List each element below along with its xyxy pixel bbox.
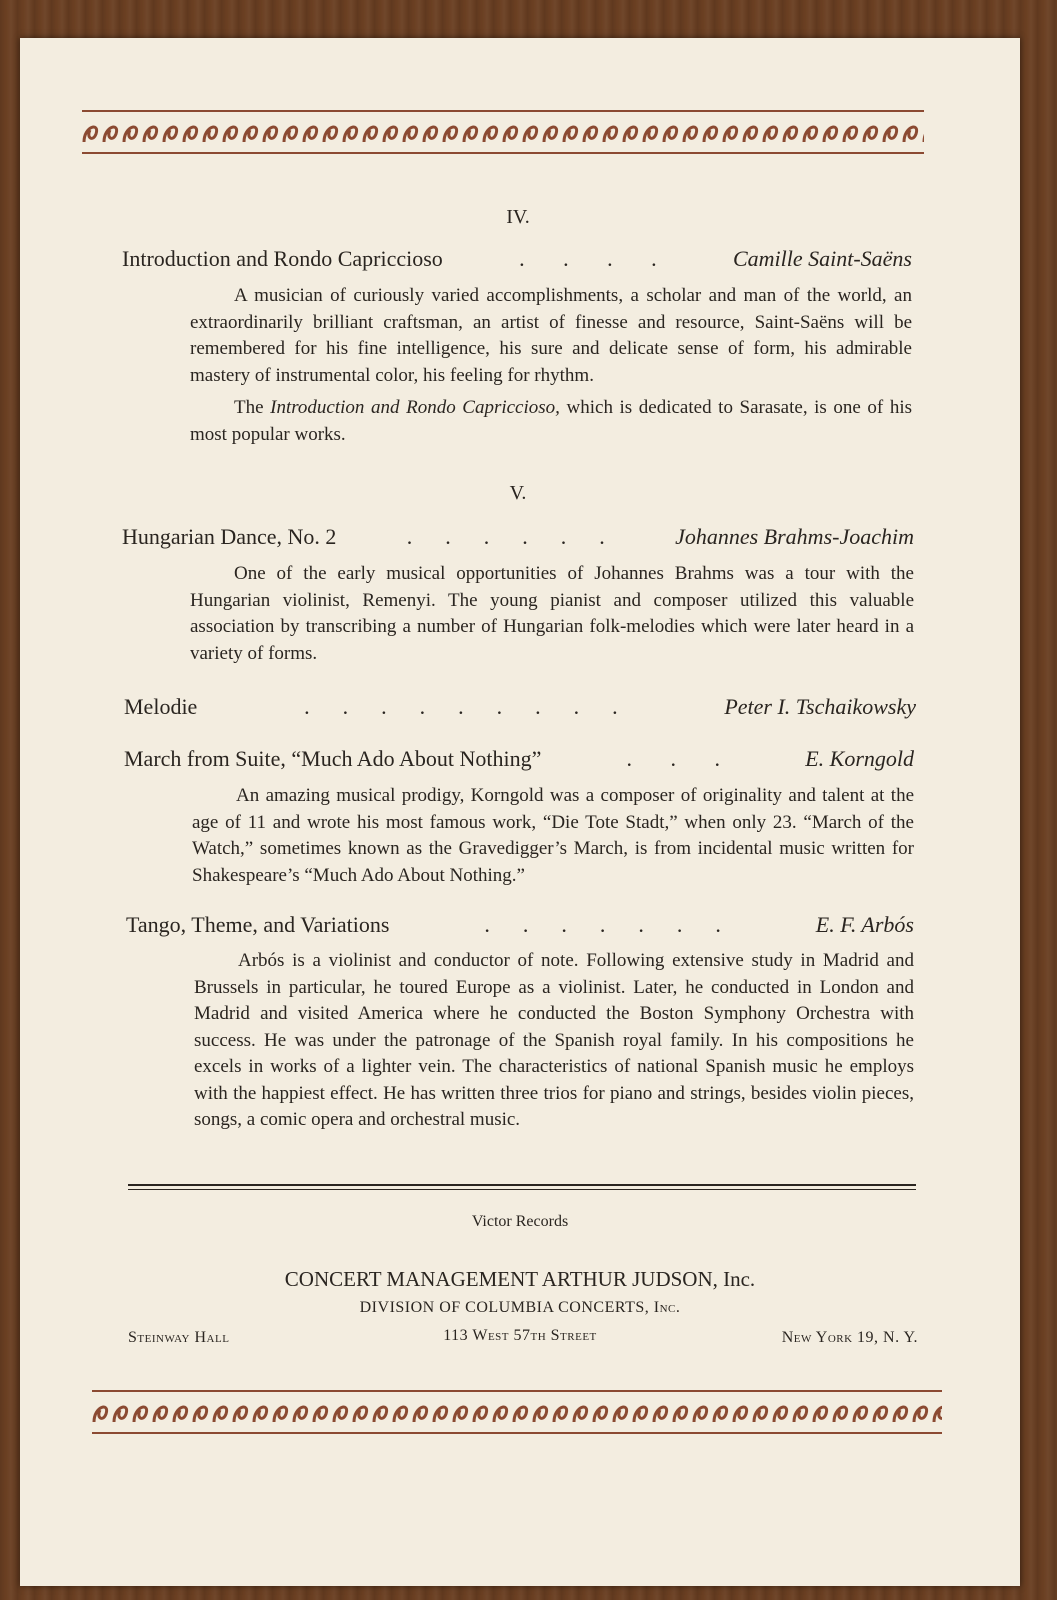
piece-heading xyxy=(124,746,914,772)
label-credit: Victor Records xyxy=(471,1213,569,1230)
piece-title: March from Suite, “Much Ado About Nothing” xyxy=(124,746,542,771)
leader-dots: . . . . . . . xyxy=(484,912,721,937)
piece-title: Introduction and Rondo Capriccioso xyxy=(122,246,443,271)
bottom-decorative-border xyxy=(92,1390,942,1434)
leader-dots: . . . xyxy=(626,746,721,771)
composer-name: Peter I. Tschaikowsky xyxy=(724,694,916,719)
management-name: CONCERT MANAGEMENT ARTHUR JUDSON, Inc. xyxy=(284,1267,756,1291)
program-note: One of the early musical opportunities of Johannes Brahms was a tour with the Hungarian violinist, Remenyi. The young pianist and composer utilized this valuable association by transcribing a number of Hungarian folk-melodies which were later heard in a variety of forms. xyxy=(190,563,914,664)
composer-name: Johannes Brahms-Joachim xyxy=(675,524,914,549)
composer-name: E. Korngold xyxy=(805,746,914,771)
piece-heading xyxy=(122,246,912,272)
address-left: Steinway Hall xyxy=(128,1329,230,1346)
composer-name: Camille Saint-Saëns xyxy=(732,246,912,271)
address-right: New York 19, N. Y. xyxy=(781,1329,918,1346)
program-note xyxy=(190,395,912,448)
italic-work-title: Introduction and Rondo Capriccioso, xyxy=(270,397,560,418)
program-note: An amazing musical prodigy, Korngold was a composer of originality and talent at the age of 11 and wrote his most famous work, “Die Tote Stadt,” when only 23. “March of the Watch,” sometimes known as the Gravedigger’s March, is from incidental music written for Shakespeare’s “Much Ado About Nothing.” xyxy=(192,785,914,886)
piece-title: Hungarian Dance, No. 2 xyxy=(122,524,337,549)
leader-dots: . . . . xyxy=(519,246,657,271)
leader-dots: . . . . . . xyxy=(406,524,605,549)
piece-title: Melodie xyxy=(124,694,198,719)
piece-title: Tango, Theme, and Variations xyxy=(126,912,390,937)
address-center: 113 West 57th Street xyxy=(443,1327,597,1344)
composer-name: E. F. Arbós xyxy=(815,912,914,937)
piece-heading xyxy=(126,912,914,938)
section-numeral-iv: IV. xyxy=(506,206,530,228)
piece-heading xyxy=(124,694,916,720)
piece-heading xyxy=(122,524,914,550)
note-text: which is dedicated to Sarasate, is one of his most popular works. xyxy=(190,397,913,445)
braid-ornament-icon xyxy=(82,112,924,152)
program-page xyxy=(20,38,1020,1586)
program-note: Arbós is a violinist and conductor of note. Following extensive study in Madrid and Brussels in particular, he toured Europe as a violinist. Later, he conducted in London and Madrid and visited America where he conducted the Boston Symphony Orchestra with success. He was under the patronage of the Spanish royal family. In his compositions he excels in works of a lighter vein. The characteristics of national Spanish music he employs with the happiest effect. He has written three trios for piano and strings, besides violin pieces, songs, a comic opera and orchestral music. xyxy=(194,950,914,1130)
footer-divider xyxy=(128,1184,916,1190)
management-division: DIVISION OF COLUMBIA CONCERTS, Inc. xyxy=(359,1299,681,1316)
braid-ornament-icon xyxy=(92,1392,942,1432)
top-decorative-border xyxy=(82,110,924,154)
note-text: The xyxy=(234,397,264,418)
section-numeral-v: V. xyxy=(509,482,527,504)
leader-dots: . . . . . . . . . xyxy=(304,694,618,719)
program-note: A musician of curiously varied accomplishments, a scholar and man of the world, an extraordinarily brilliant craftsman, an artist of finesse and resource, Saint-Saëns will be remembered for his fine intelligence, his sure and delicate sense of form, his admirable mastery of instrumental color, his feeling for rhythm. xyxy=(190,285,912,386)
